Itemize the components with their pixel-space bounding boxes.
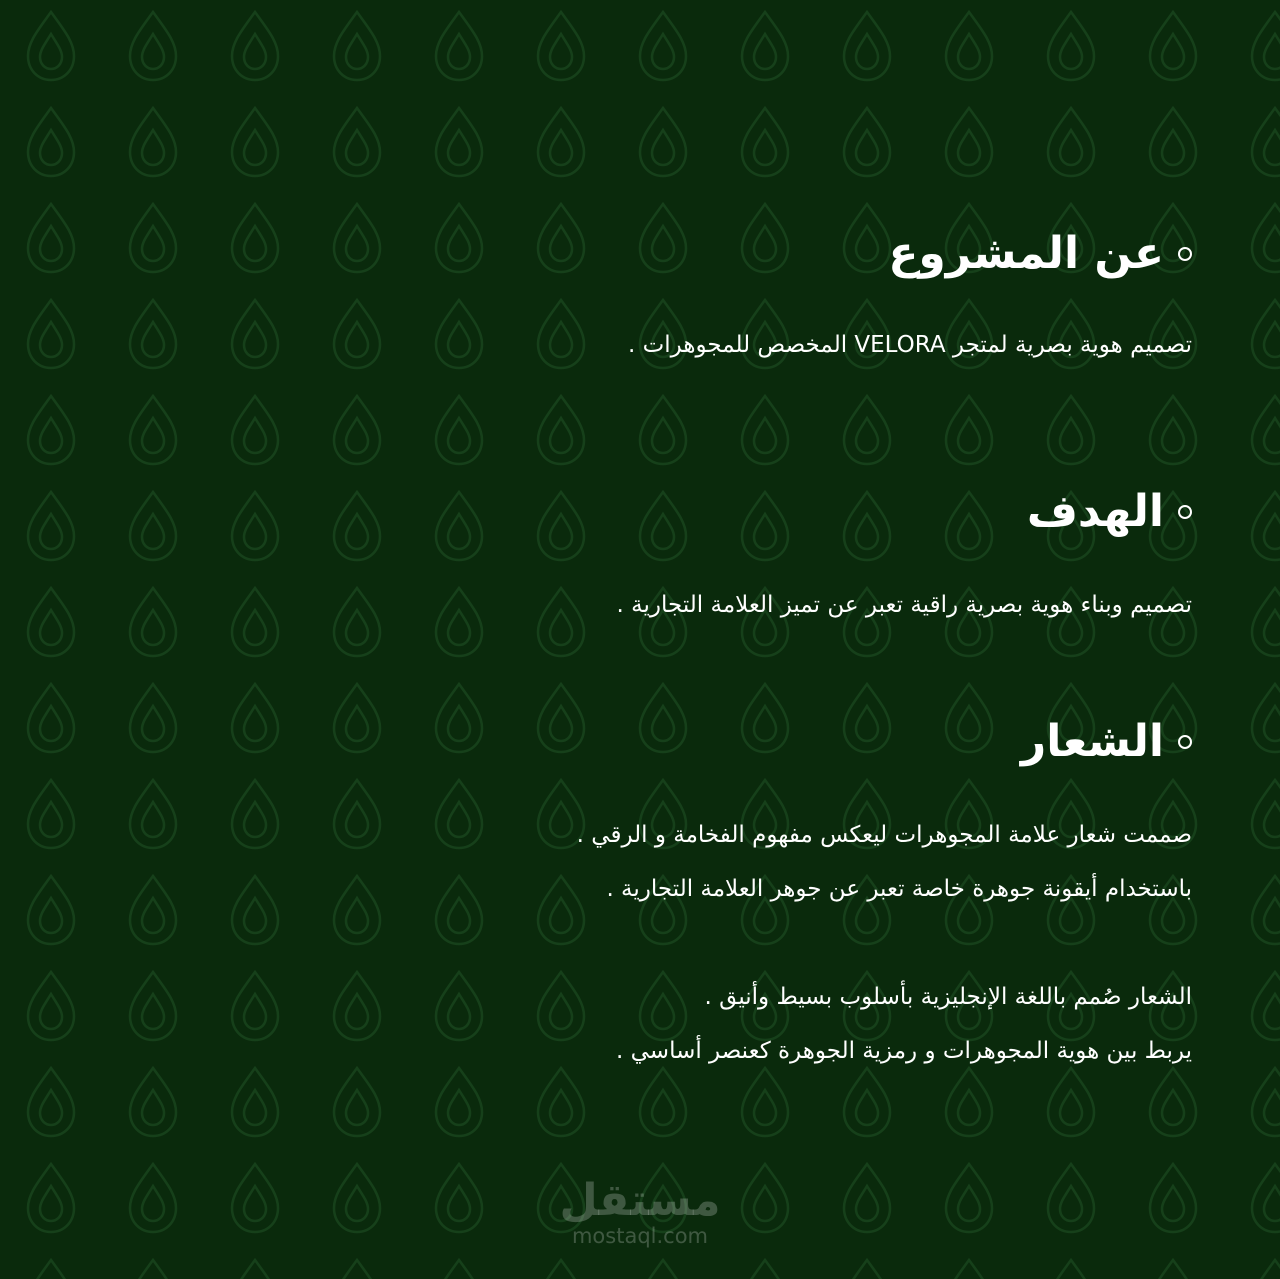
mostaql-watermark xyxy=(540,1175,740,1248)
logo-text-line: صممت شعار علامة المجوهرات ليعكس مفهوم الفخامة و الرقي . xyxy=(576,822,1192,848)
heading-goal: الهدف xyxy=(1026,486,1164,537)
goal-text: تصميم وبناء هوية بصرية راقية تعبر عن تميز العلامة التجارية . xyxy=(616,592,1192,618)
section-about-project xyxy=(332,228,1192,372)
about-project-text: تصميم هوية بصرية لمتجر VELORA المخصص للمجوهرات . xyxy=(627,332,1192,358)
heading-about-project: عن المشروع xyxy=(888,228,1164,279)
watermark-url: mostaql.com xyxy=(571,1224,709,1248)
bullet-circle xyxy=(1178,247,1192,261)
heading-logo: الشعار xyxy=(1020,716,1164,767)
bullet-circle xyxy=(1178,505,1192,519)
logo-text-line: يربط بين هوية المجوهرات و رمزية الجوهرة كعنصر أساسي . xyxy=(616,1038,1192,1064)
watermark-arabic: مستقل xyxy=(559,1175,721,1226)
logo-text-line: الشعار صُمم باللغة الإنجليزية بأسلوب بسيط وأنيق . xyxy=(704,984,1192,1010)
bullet-circle xyxy=(1178,735,1192,749)
logo-text-line: باستخدام أيقونة جوهرة خاصة تعبر عن جوهر العلامة التجارية . xyxy=(606,876,1192,902)
section-goal xyxy=(332,486,1192,632)
section-logo xyxy=(332,716,1192,1078)
